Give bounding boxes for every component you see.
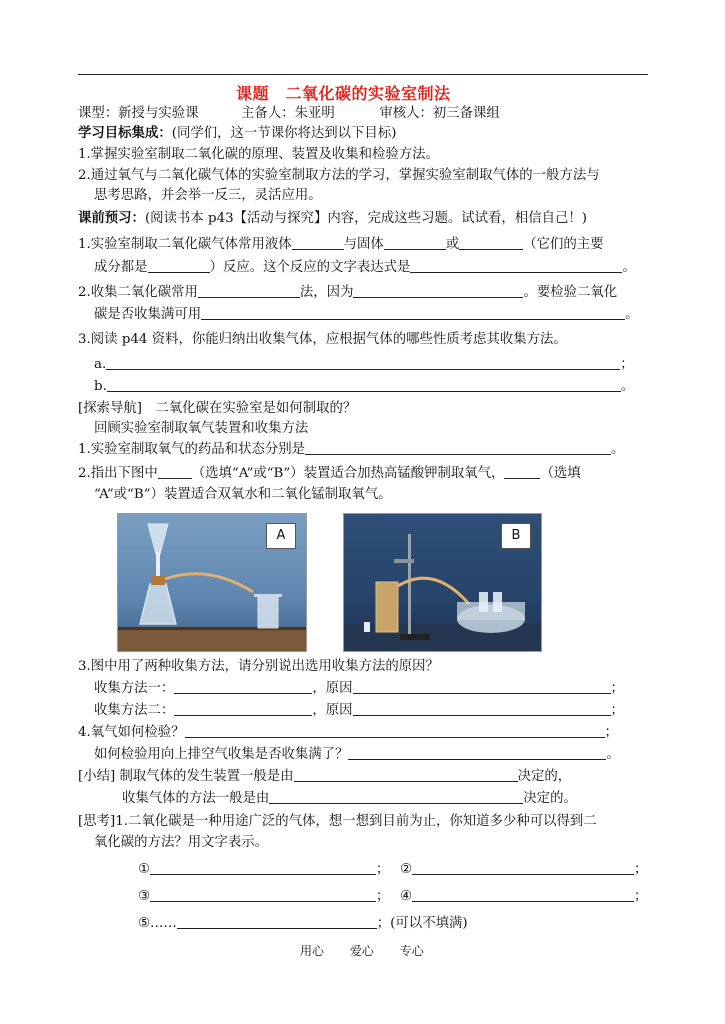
blank-collection-method[interactable]: [198, 284, 300, 298]
blank-co2-method-1[interactable]: [150, 861, 376, 875]
blank-co2-method-3[interactable]: [150, 888, 376, 902]
blank-property-a[interactable]: [106, 356, 620, 370]
explore-q2-line-a: 2.指出下图中 （选填“A”或“B”）装置适合加热高锰酸钾制取氧气， （选填: [78, 466, 581, 481]
think-method-3: ③ ；: [138, 889, 390, 904]
collection-method-1: 收集方法一： ，原因 ；: [94, 681, 624, 696]
footer-slogan: [300, 942, 446, 959]
footer-item: 专心: [399, 944, 424, 958]
goal-1: 1.掌握实验室制取二氧化碳的原理、装置及收集和检验方法。: [78, 147, 439, 162]
explore-sub: 回顾实验室制取氧气装置和收集方法: [94, 421, 309, 436]
blank-property-b[interactable]: [107, 378, 621, 392]
photo-a-label: A: [266, 523, 296, 549]
apparatus-photo-b: [343, 513, 542, 652]
think-method-1: ① ；: [138, 862, 390, 877]
photo-b-label: B: [501, 523, 531, 549]
explore-q1: 1.实验室制取氧气的药品和状态分别是 。: [78, 442, 625, 457]
think-method-5: ⑤…… ；(可以不填满): [138, 916, 468, 931]
summary-line-2: 收集气体的方法一般是由 决定的。: [122, 791, 577, 806]
blank-solid-1[interactable]: [384, 236, 446, 250]
preview-q2-line-b: 碳是否收集满可用 。: [94, 307, 639, 322]
lesson-type: 课型：新授与实验课: [78, 106, 199, 121]
blank-word-equation[interactable]: [410, 259, 622, 273]
blank-method-2[interactable]: [174, 702, 312, 716]
blank-method-1[interactable]: [174, 680, 312, 694]
blank-solid-2[interactable]: [459, 236, 523, 250]
explore-heading: [探索导航] 二氧化碳在实验室是如何制取的？: [78, 401, 357, 416]
footer-item: 用心: [300, 944, 325, 958]
preview-q2-line-a: 2.收集二氧化碳常用 法，因为 。要检验二氧化: [78, 285, 618, 300]
think-method-4: ④ ；: [400, 889, 648, 904]
blank-collection-reason[interactable]: [353, 284, 523, 298]
blank-reason-1[interactable]: [353, 680, 611, 694]
blank-co2-method-4[interactable]: [412, 888, 634, 902]
collection-method-2: 收集方法二： ，原因 ；: [94, 703, 624, 718]
blank-full-check[interactable]: [201, 306, 625, 320]
summary-line-1: [小结] 制取气体的发生装置一般是由 决定的，: [78, 769, 572, 784]
header-rule: [78, 74, 648, 75]
explore-q2-line-b: “A”或“B”）装置适合双氧水和二氧化锰制取氧气。: [94, 487, 392, 502]
apparatus-photo-a: [117, 513, 307, 652]
blank-oxygen-reagents[interactable]: [305, 441, 611, 455]
think-method-2: ② ；: [400, 862, 648, 877]
blank-co2-method-2[interactable]: [412, 861, 634, 875]
meta-line: [78, 104, 500, 123]
explore-q4-b: 如何检验用向上排空气收集是否收集满了？ 。: [94, 747, 620, 762]
preview-q1-line-b: 成分都是 ）反应。这个反应的文字表达式是 。: [94, 260, 636, 275]
reviewer: 审核人：初三备课组: [379, 106, 500, 121]
preview-q3: 3.阅读 p44 资料，你能归纳出收集气体，应根据气体的哪些性质考虑其收集方法。: [78, 332, 567, 347]
goal-2-line-b: 思考思路，并会举一反三，灵活应用。: [94, 188, 322, 203]
blank-generator-factor[interactable]: [294, 768, 518, 782]
preparer: 主备人：朱亚明: [241, 106, 335, 121]
blank-reason-2[interactable]: [353, 702, 611, 716]
think-line-b: 氧化碳的方法？用文字表示。: [94, 835, 269, 850]
footer-item: 爱心: [349, 944, 374, 958]
preview-heading: 课前预习：(阅读书本 p43【活动与探究】内容，完成这些习题。试试看，相信自己！): [78, 210, 587, 226]
page-title: 课题 二氧化碳的实验室制法: [236, 84, 451, 103]
preview-q3-a: a. ；: [94, 357, 634, 372]
blank-liquid[interactable]: [292, 236, 344, 250]
goal-2-line-a: 2.通过氧气与二氧化碳气体的实验室制取方法的学习，掌握实验室制取气体的一般方法与: [78, 168, 600, 183]
blank-h2o2-apparatus[interactable]: [504, 465, 540, 479]
blank-full-test[interactable]: [348, 746, 606, 760]
preview-q1-line-a: 1.实验室制取二氧化碳气体常用液体 与固体 或 （它们的主要: [78, 237, 604, 252]
blank-co2-method-5[interactable]: [177, 915, 377, 929]
explore-q4: 4.氧气如何检验？ ；: [78, 725, 618, 740]
blank-main-component[interactable]: [148, 259, 210, 273]
blank-collection-factor[interactable]: [269, 790, 523, 804]
explore-q3: 3.图中用了两种收集方法，请分别说出选用收集方法的原因？: [78, 659, 439, 674]
think-line-a: [思考]1.二氧化碳是一种用途广泛的气体，想一想到目前为止，你知道多少种可以得到二: [78, 814, 597, 829]
blank-kmno4-apparatus[interactable]: [158, 465, 192, 479]
goals-heading: 学习目标集成：(同学们，这一节课你将达到以下目标): [78, 125, 397, 141]
blank-oxygen-test[interactable]: [185, 724, 605, 738]
preview-q3-b: b. 。: [94, 379, 635, 394]
